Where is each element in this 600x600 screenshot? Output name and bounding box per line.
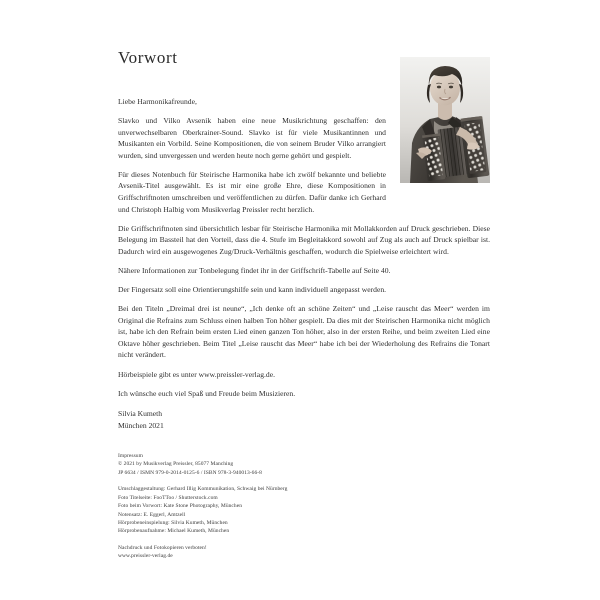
paragraph-2: Für dieses Notenbuch für Steirische Harmonika habe ich zwölf bekannte und beliebte Avsenik-Titel ausgewählt. Es ist mir eine große Ehre, diese Kompositionen in Griffschriftnoten umschreiben und veröffentlichen zu dürfen. Dafür danke ich Gerhard und Christoph Halbig vom Musikverlag Preissler recht herzlich. — [118, 169, 386, 214]
credit-cover-design: Umschlaggestaltung: Gerhard Illig Kommunikation, Schwaig bei Nürnberg — [118, 486, 288, 493]
photo-text-wrap-spacer — [394, 115, 490, 205]
credit-recording-performer: Hörprobeneinspielung: Silvia Kumeth, München — [118, 520, 228, 527]
signature-name: Silvia Kumeth — [118, 409, 163, 419]
credit-cover-photo: Foto Titelseite: FooTToo / Shutterstock.com — [118, 494, 218, 501]
paragraph-4: Nähere Informationen zur Tonbelegung findet ihr in der Griffschrift-Tabelle auf Seite 40. — [118, 265, 391, 275]
impressum-credits-group — [118, 485, 518, 535]
signature-block — [118, 408, 490, 431]
credit-engraving: Notensatz: E. Eggerl, Amtzell — [118, 511, 186, 518]
paragraph-3: Die Griffschriftnoten sind übersichtlich lesbar für Steirische Harmonika mit Mollakkorden auf Druck geschrieben. Diese Belegung im Bassteil hat den Vorteil, dass die 4. Stufe im Begleitakkord sowohl auf Zug als auch auf Druck spielbar ist. Dadurch wird ein ausgewogenes Zug/Druck-Verhältnis geschaffen, wodurch die Spielweise erleichtert wird. — [118, 223, 490, 256]
paragraph-8: Ich wünsche euch viel Spaß und Freude beim Musizieren. — [118, 388, 296, 398]
paragraph-1 — [118, 115, 490, 161]
signature-place-year: München 2021 — [118, 420, 164, 430]
page-title: Vorwort — [118, 48, 178, 67]
paragraph-7: Hörbeispiele gibt es unter www.preissler-verlag.de. — [118, 369, 276, 379]
paragraph-5: Der Fingersatz soll eine Orientierungshilfe sein und kann individuell angepasst werden. — [118, 285, 387, 295]
impressum-notice-group — [118, 544, 518, 561]
vorwort-body — [118, 96, 490, 431]
credit-recording-engineer: Hörprobenaufnahme: Michael Kumeth, München — [118, 528, 230, 535]
salutation: Liebe Harmonikafreunde, — [118, 97, 197, 106]
credit-vorwort-photo: Foto beim Vorwort: Kate Stone Photography, München — [118, 503, 242, 510]
impressum-publisher-group — [118, 452, 518, 477]
publisher-website: www.preissler-verlag.de — [118, 553, 173, 560]
paragraph-6: Bei den Titeln „Dreimal drei ist neune“, „Ich denke oft an schöne Zeiten“ und „Leise rauscht das Meer“ werden im Original die Refrains zum Schluss einen halben Ton höher gespielt. Da dies mit der Steirischen Harmonika nicht möglich ist, habe ich den Refrain beim ersten Lied einen ganzen Ton höher, also in der ersten Reihe, und beim zweiten Lied eine Oktave höher geschrieben. Beim Titel „Leise rauscht das Meer“ habe ich bei der Wiederholung des Refrains die Tonart nicht verändert. — [118, 304, 490, 360]
impressum-block — [118, 452, 518, 561]
impressum-heading: Impressum — [118, 453, 143, 459]
paragraph-1-text: Slavko und Vilko Avsenik haben eine neue Musikrichtung geschaffen: den unverwechselbaren Oberkrainer-Sound. Slavko ist für viele Musikantinnen und Musikanten ein Vorbild. Seine Kompositionen, die von seinem Bruder Vilko arrangiert wurden, sind unvergessen und werden heute noch gerne gehört und gespielt. — [118, 116, 386, 160]
impressum-identifiers: JP 6634 / ISMN 979-0-2014-0125-6 / ISBN 978-3-940013-66-8 — [118, 469, 262, 476]
copy-prohibition-notice: Nachdruck und Fotokopieren verboten! — [118, 545, 207, 552]
impressum-copyright: © 2021 by Musikverlag Preissler, 85077 Manching — [118, 461, 234, 468]
